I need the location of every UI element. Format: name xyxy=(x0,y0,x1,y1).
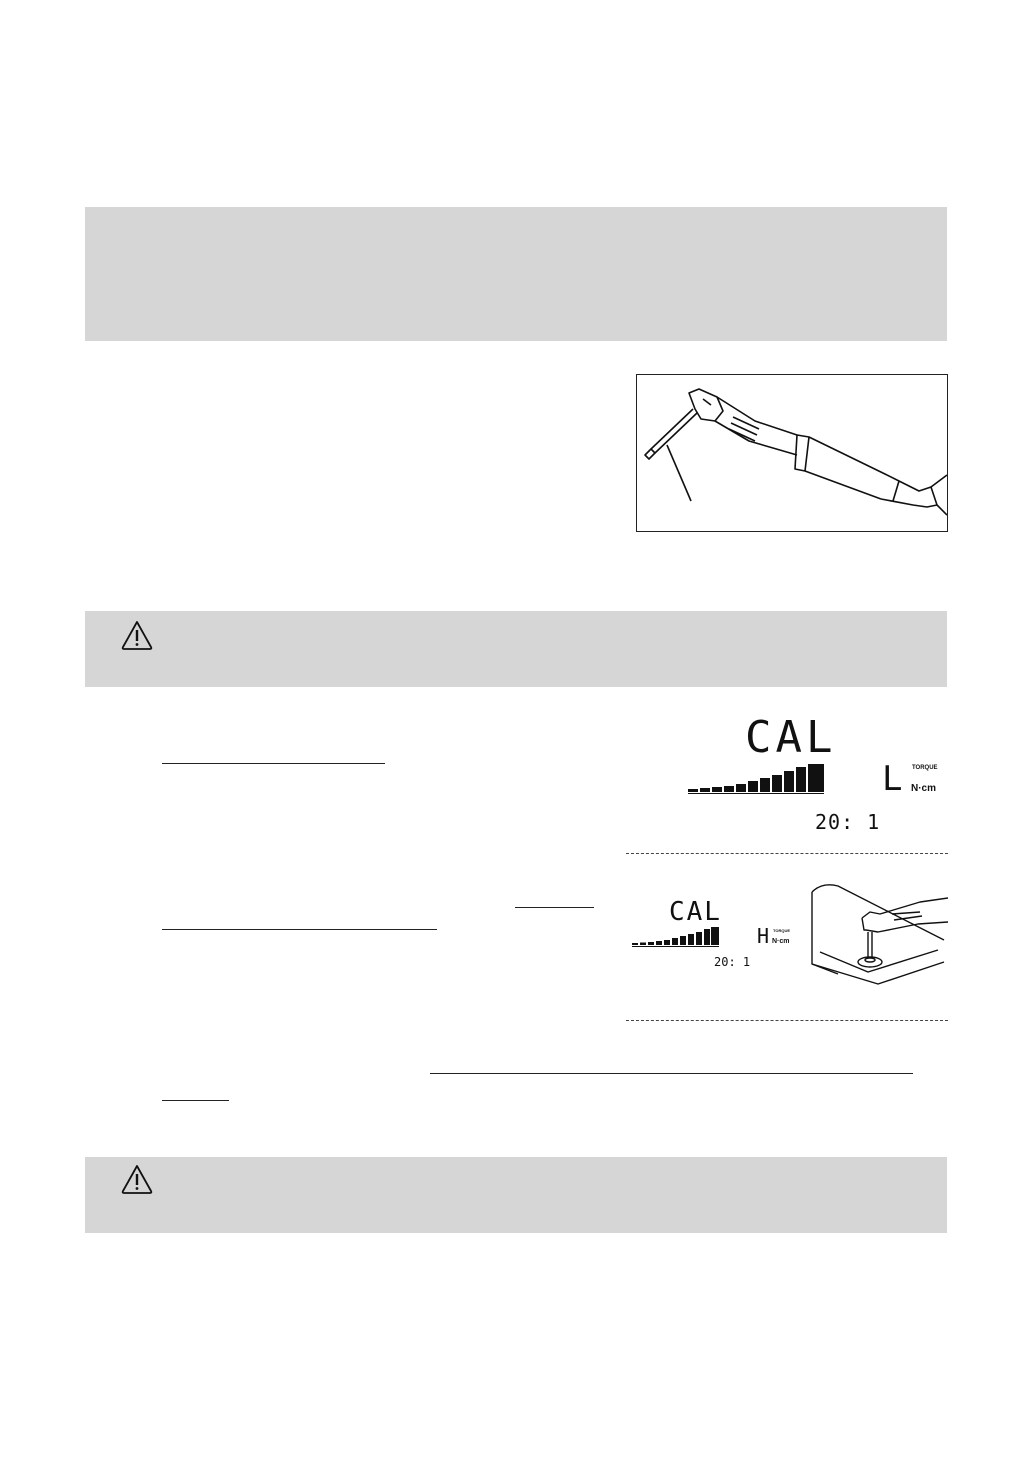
warning-band-2 xyxy=(85,1157,947,1233)
lcd-low-mode-letter: L xyxy=(882,759,907,799)
dashed-separator-2 xyxy=(626,1020,948,1021)
lcd-high-main-text: CAL xyxy=(669,897,722,927)
lcd-high-torque-label: TORQUE xyxy=(773,928,791,933)
lcd-high-ratio: 20: 1 xyxy=(714,955,751,969)
underline-2a xyxy=(515,907,594,908)
lcd-low-ratio: 20: 1 xyxy=(815,810,881,834)
underline-3b xyxy=(162,1100,229,1101)
header-band xyxy=(85,207,947,341)
lcd-high-bar-graph xyxy=(632,927,722,947)
warning-triangle-icon xyxy=(120,619,154,651)
handpiece-icon xyxy=(637,375,947,531)
lcd-high-unit-label: N·cm xyxy=(772,938,790,945)
lcd-low-torque-label: TORQUE xyxy=(912,765,938,771)
lcd-high-mode-letter: H xyxy=(757,924,774,948)
warning-triangle-icon xyxy=(120,1163,154,1195)
underline-2b xyxy=(162,929,437,930)
handpiece-on-calibration-stand-icon xyxy=(808,880,948,1002)
dashed-separator-1 xyxy=(626,853,948,854)
lcd-low-bar-graph xyxy=(688,764,828,794)
handpiece-figure xyxy=(636,374,948,532)
underline-1 xyxy=(162,763,385,764)
underline-3a xyxy=(430,1073,913,1074)
lcd-low-main-text: CAL xyxy=(745,712,837,763)
lcd-low-unit-label: N·cm xyxy=(911,783,937,794)
warning-band-1 xyxy=(85,611,947,687)
